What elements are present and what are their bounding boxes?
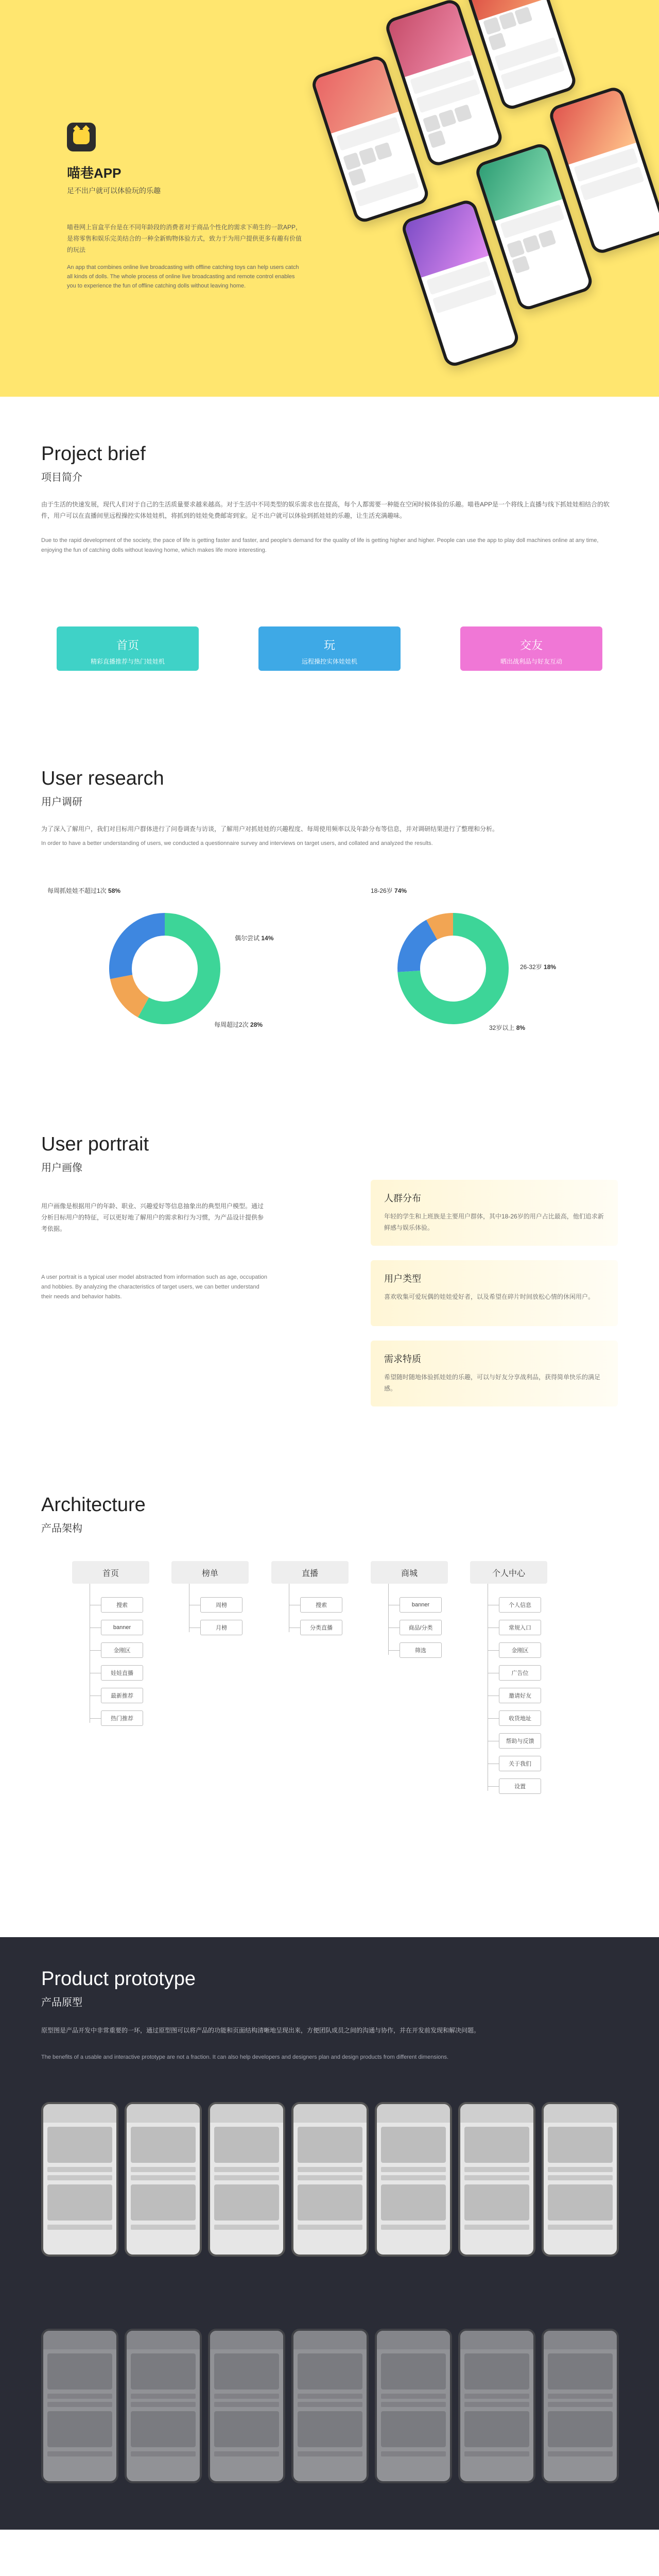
prototype-screens [0,2092,659,2514]
architecture-node: 热门推荐 [101,1710,143,1726]
architecture-connector [90,1650,101,1651]
prototype-screen [542,2102,619,2257]
architecture-node: 商品/分类 [400,1620,442,1635]
architecture-node: 广告位 [499,1665,541,1681]
chart1-callout-3: 每周超过2次 28% [214,1021,263,1028]
portrait-title-en: User portrait [41,1133,149,1155]
architecture-node: 月榜 [200,1620,242,1635]
hero-banner [0,0,659,397]
architecture-node: banner [101,1620,143,1635]
brief-card-home [57,626,199,671]
architecture-node: 搜索 [300,1597,342,1613]
architecture-node: 金刚区 [101,1642,143,1658]
architecture-node: 邀请好友 [499,1688,541,1703]
prototype-title-cn: 产品原型 [41,1997,82,2008]
prototype-text-en: The benefits of a usable and interactive prototype are not a fraction. It can also help developers and designers plan and design products from different dimensions. [41,2054,449,2060]
portrait-card-desc: 年轻的学生和上班族是主要用户群体，其中18-26岁的用户占比最高，他们追求新鲜感与娱乐体验。 [384,1213,604,1231]
chart1-slice-2 [122,977,144,1007]
prototype-screen [375,2329,452,2483]
portrait-text-en: A user portrait is a typical user model abstracted from information such as age, occupation and hobbies. By analyzing the characteristics of target users, we can better understand their needs and behavior habits. [41,1274,267,1300]
chart2-value-1: 74% [394,887,407,894]
research-donut-chart-1 [103,907,227,1030]
prototype-screen [291,2102,369,2257]
chart1-value-2: 14% [261,935,274,942]
chart1-value-1: 58% [108,887,121,894]
architecture-node: 个人信息 [499,1597,541,1613]
portrait-card-title: 需求特质 [384,1354,421,1364]
architecture-connector [388,1584,389,1655]
portrait-card-title: 人群分布 [384,1193,421,1204]
prototype-screen [458,2329,535,2483]
chart1-value-3: 28% [250,1021,263,1028]
prototype-screen [375,2102,452,2257]
prototype-screen [542,2329,619,2483]
architecture-column-title: 个人中心 [470,1561,547,1584]
brief-card-title: 交友 [519,639,543,652]
architecture-connector [488,1718,499,1719]
research-donut-chart-2 [391,907,515,1030]
chart2-value-3: 8% [516,1024,526,1031]
architecture-column-title: 商城 [371,1561,448,1584]
brief-text: 由于生活的快速发展，现代人们对于自己的生活质量要求越来越高。对于生活中不同类型的娱乐需求也在提高，每个人都需要一种能在空闲时候体验的乐趣。喵巷APP是一个将线上直播与线下抓娃娃相结合的软件，用户可以在直播间里远程操控实体娃娃机，将抓到的娃娃免费邮寄到家。足不出户就可以体验到抓娃娃的乐趣，让生活充满趣味。 [41,501,610,519]
architecture-connector [90,1718,101,1719]
research-text: 为了深入了解用户，我们对目标用户群体进行了问卷调查与访谈，了解用户对抓娃娃的兴趣程度、每周使用频率以及年龄分布等信息，并对调研结果进行了整理和分析。 [41,825,499,833]
chart2-slice-2 [409,930,432,972]
prototype-screen [41,2102,118,2257]
hero-description: 喵巷网上盲盒平台是在不同年龄段的消费者对于商品个性化的需求下萌生的一款APP，是将零售和娱乐完美结合的一种全新购物体验方式，致力于为用户提供更多有趣有价值的玩法 [67,224,302,253]
portrait-text: 用户画像是根据用户的年龄、职业、兴趣爱好等信息抽象出的典型用户模型。通过分析目标用户的特征，可以更好地了解用户的需求和行为习惯，为产品设计提供参考依据。 [41,1202,264,1232]
architecture-node: 分类直播 [300,1620,342,1635]
architecture-node: 常规入口 [499,1620,541,1635]
prototype-screen [291,2329,369,2483]
brief-card-desc: 远程操控实体娃娃机 [301,658,357,665]
chart1-slice-3 [120,924,165,977]
hero-phone-mockups [271,0,659,378]
prototype-screen [458,2102,535,2257]
architecture-node: 最新推荐 [101,1688,143,1703]
chart2-callout-2: 26-32岁 18% [520,963,557,971]
brief-card-desc: 晒出战利品与好友互动 [500,658,562,665]
research-title-en: User research [41,768,164,789]
prototype-text: 原型图是产品开发中非常重要的一环，通过原型图可以将产品的功能和页面结构清晰地呈现出来，方便团队成员之间的沟通与协作，并在开发前发现和解决问题。 [41,2027,480,2034]
architecture-title-en: Architecture [41,1494,146,1516]
brief-title-cn: 项目简介 [41,472,82,483]
portrait-card-needs [371,1341,618,1406]
prototype-screen [125,2102,202,2257]
architecture-node: 关于我们 [499,1756,541,1771]
brief-card-social [460,626,602,671]
brief-card-title: 玩 [323,639,335,652]
architecture-node: 帮助与反馈 [499,1733,541,1749]
architecture-node: 筛选 [400,1642,442,1658]
architecture-column-title: 直播 [271,1561,349,1584]
chart1-callout-2: 偶尔尝试 14% [235,935,274,942]
portrait-title-cn: 用户画像 [41,1162,82,1174]
architecture-title-cn: 产品架构 [41,1523,82,1534]
chart2-callout-3: 32岁以上 8% [489,1024,526,1031]
architecture-node: 娃娃直播 [101,1665,143,1681]
brief-text-en: Due to the rapid development of the society, the pace of life is getting faster and faster, and people's demand for the quality of life is getting higher and higher. People can use the app to play doll machines online at any time, enjoying the fun of catching dolls without leaving home, which makes life more interesting. [41,537,599,553]
architecture-column-title: 榜单 [171,1561,249,1584]
prototype-screen [41,2329,118,2483]
prototype-title-en: Product prototype [41,1968,196,1990]
architecture-connector [388,1650,400,1651]
chart2-slice-3 [432,924,453,930]
architecture-node: 收货地址 [499,1710,541,1726]
portrait-card-type [371,1260,618,1326]
portrait-card-desc: 希望随时随地体验抓娃娃的乐趣，可以与好友分享战利品，获得简单快乐的满足感。 [384,1374,601,1392]
chart2-value-2: 18% [544,963,557,971]
app-name: 喵巷APP [67,165,122,181]
brief-card-title: 首页 [116,639,139,652]
portrait-card-title: 用户类型 [384,1274,421,1284]
brief-card-play [258,626,401,671]
architecture-node: banner [400,1597,442,1613]
architecture-connector [488,1650,499,1651]
prototype-screen [125,2329,202,2483]
app-slogan: 足不出户就可以体验玩的乐趣 [67,187,161,195]
architecture-connector [488,1786,499,1787]
architecture-node: 设置 [499,1778,541,1794]
architecture-tree [0,1561,659,1891]
architecture-node: 周榜 [200,1597,242,1613]
architecture-node: 金刚区 [499,1642,541,1658]
research-title-cn: 用户调研 [41,796,82,808]
prototype-screen [208,2329,285,2483]
architecture-column-title: 首页 [72,1561,149,1584]
brief-card-desc: 精彩直播推荐与热门娃娃机 [90,658,165,665]
portrait-card-desc: 喜欢收集可爱玩偶的娃娃爱好者，以及希望在碎片时间放松心情的休闲用户。 [384,1293,595,1300]
hero-description-en: An app that combines online live broadcasting with offline catching toys can help users catch all kinds of dolls. The whole process of online live broadcasting and remote control enables you to experience the fun of offline catching dolls without leaving home. [67,264,299,289]
research-text-en: In order to have a better understanding of users, we conducted a questionnaire survey and interviews on target users, and collated and analyzed the results. [41,840,433,846]
brief-title-en: Project brief [41,443,146,465]
prototype-screen [208,2102,285,2257]
app-logo-icon [67,123,96,151]
chart2-callout-1: 18-26岁 74% [371,887,407,894]
architecture-node: 搜索 [101,1597,143,1613]
prototype-section [0,1937,659,2530]
portrait-card-distribution [371,1180,618,1246]
chart1-callout-1: 每周抓娃娃不超过1次 58% [47,887,121,894]
